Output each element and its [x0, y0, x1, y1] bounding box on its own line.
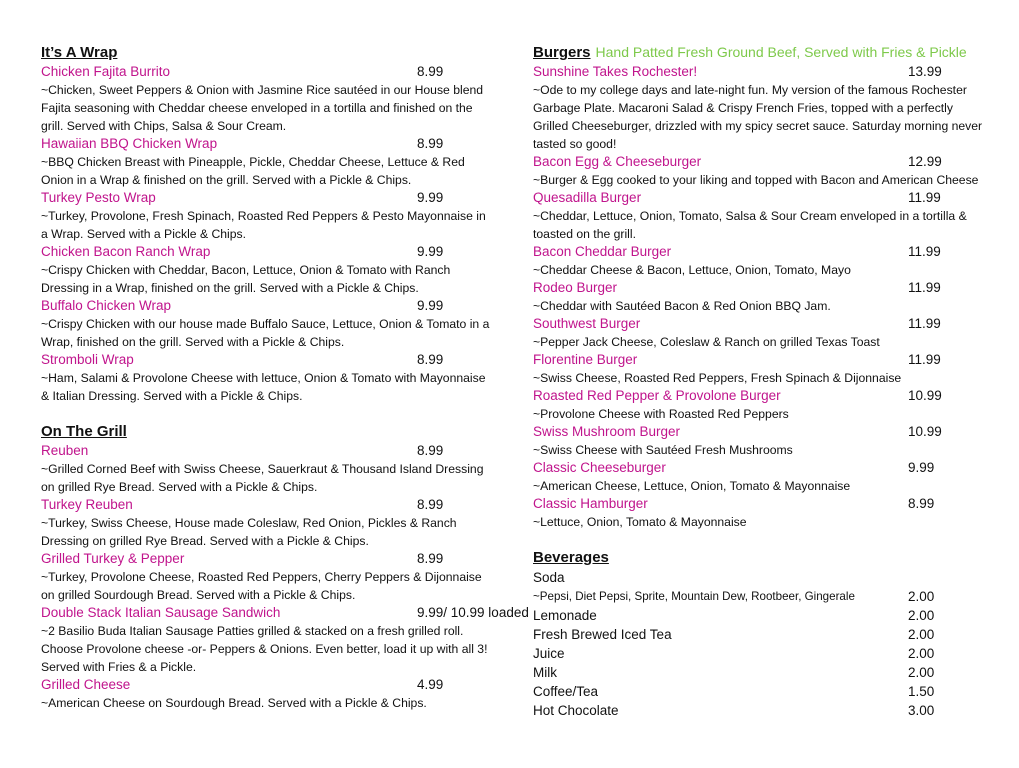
item-price: 2.00 [908, 589, 935, 604]
menu-item [533, 387, 983, 423]
item-name: Coffee/Tea [533, 684, 599, 699]
item-name: Grilled Turkey & Pepper [41, 551, 185, 566]
menu-item [533, 459, 983, 495]
menu-item-row [533, 315, 983, 333]
menu-item [533, 315, 983, 351]
item-price: 8.99 [417, 64, 444, 79]
item-description: ~Chicken, Sweet Peppers & Onion with Jasmine Rice sautéed in our House blend Fajita seasoning with Cheddar cheese enveloped in a tortilla and finished on the grill. Served with Chips, Salsa & Sour Cream. [41, 83, 484, 133]
wraps-section [41, 44, 491, 405]
item-price: 8.99 [417, 443, 444, 458]
item-price: 8.99 [908, 496, 935, 511]
item-description: ~Crispy Chicken with Cheddar, Bacon, Lettuce, Onion & Tomato with Ranch Dressing in a Wrap, finished on the grill. Served with a Pickle & Chips. [41, 263, 451, 295]
menu-item-row [41, 442, 491, 460]
menu-item-row [41, 550, 491, 568]
beverages-section [533, 549, 983, 720]
item-name: Soda [533, 570, 565, 585]
item-price: 9.99/ 10.99 loaded [417, 605, 529, 620]
item-name: Milk [533, 665, 557, 680]
menu-item [41, 297, 491, 351]
section-title: On The Grill [41, 423, 127, 440]
grill-section [41, 423, 529, 712]
item-name: Sunshine Takes Rochester! [533, 64, 698, 79]
menu-item [41, 189, 491, 243]
item-price: 13.99 [908, 64, 942, 79]
menu-item-row [533, 459, 983, 477]
section-subtitle: Hand Patted Fresh Ground Beef, Served with Fries & Pickle [595, 44, 967, 60]
menu-item [533, 351, 983, 387]
item-price: 4.99 [417, 677, 444, 692]
item-name: Grilled Cheese [41, 677, 131, 692]
menu-item [41, 442, 491, 496]
wraps-list [41, 63, 491, 405]
menu-item-row [533, 351, 983, 369]
item-description: ~Grilled Corned Beef with Swiss Cheese, Sauerkraut & Thousand Island Dressing on grilled Rye Bread. Served with a Pickle & Chips. [41, 462, 484, 494]
menu-item-row [533, 279, 983, 297]
item-description: ~2 Basilio Buda Italian Sausage Patties grilled & stacked on a fresh grilled roll. Choose Provolone cheese -or- Peppers & Onions. Even better, load it up with all 3! Served with Fries & a Pickle. [41, 624, 488, 674]
item-price: 2.00 [908, 627, 935, 642]
right-column [533, 44, 983, 738]
beverages-header [533, 549, 983, 568]
menu-item [41, 550, 491, 604]
item-name: Double Stack Italian Sausage Sandwich [41, 605, 281, 620]
burgers-section [533, 44, 983, 531]
item-description: ~Turkey, Provolone Cheese, Roasted Red Peppers, Cherry Peppers & Dijonnaise on grilled Sourdough Bread. Served with a Pickle & Chips. [41, 570, 482, 602]
menu-item-row [533, 189, 983, 207]
menu-item [533, 243, 983, 279]
menu-item-row [41, 496, 491, 514]
item-price: 2.00 [908, 665, 935, 680]
item-description: ~Ode to my college days and late-night fun. My version of the famous Rochester Garbage Plate. Macaroni Salad & Crispy French Fries, topped with a perfectly Grilled Cheeseburger, drizzled with my spicy secret sauce. Saturday morning never tasted so good! [533, 83, 983, 151]
item-price: 3.00 [908, 703, 935, 718]
item-description: ~Pepper Jack Cheese, Coleslaw & Ranch on grilled Texas Toast [533, 335, 880, 349]
item-name: Reuben [41, 443, 89, 458]
section-title: It’s A Wrap [41, 44, 118, 61]
item-name: Classic Cheeseburger [533, 460, 666, 475]
menu-item [41, 496, 491, 550]
item-price: 2.00 [908, 608, 935, 623]
item-name: Southwest Burger [533, 316, 641, 331]
menu-item-row [533, 387, 983, 405]
wraps-header [41, 44, 491, 63]
section-title: Beverages [533, 549, 609, 566]
item-price: 8.99 [417, 551, 444, 566]
item-name: Stromboli Wrap [41, 352, 134, 367]
soda-desc-row [533, 587, 983, 606]
item-name: Lemonade [533, 608, 597, 623]
menu-item-row [533, 63, 983, 81]
grill-list [41, 442, 529, 712]
menu-item [533, 63, 983, 153]
item-name: Quesadilla Burger [533, 190, 642, 205]
item-price: 11.99 [908, 244, 941, 259]
item-price: 9.99 [417, 244, 444, 259]
item-name: Juice [533, 646, 565, 661]
burgers-list [533, 63, 983, 531]
beverage-row [533, 625, 983, 644]
item-description: ~Ham, Salami & Provolone Cheese with lettuce, Onion & Tomato with Mayonnaise & Italian Dressing. Served with a Pickle & Chips. [41, 371, 486, 403]
item-name: Bacon Cheddar Burger [533, 244, 672, 259]
item-description: ~American Cheese on Sourdough Bread. Served with a Pickle & Chips. [41, 696, 427, 710]
item-name: Rodeo Burger [533, 280, 618, 295]
item-name: Swiss Mushroom Burger [533, 424, 681, 439]
item-price: 8.99 [417, 497, 444, 512]
item-description: ~American Cheese, Lettuce, Onion, Tomato & Mayonnaise [533, 479, 851, 493]
menu-item-row [41, 297, 491, 315]
item-price: 11.99 [908, 190, 941, 205]
item-name: Buffalo Chicken Wrap [41, 298, 172, 313]
item-name: Chicken Fajita Burrito [41, 64, 171, 79]
menu-item-row [41, 676, 491, 694]
menu-item-row [533, 243, 983, 261]
beverage-row [533, 682, 983, 701]
beverage-row [533, 701, 983, 720]
item-description: ~Cheddar Cheese & Bacon, Lettuce, Onion, Tomato, Mayo [533, 263, 851, 277]
menu-item-row [41, 135, 491, 153]
item-name: Bacon Egg & Cheeseburger [533, 154, 702, 169]
item-name: Hot Chocolate [533, 703, 619, 718]
item-description: ~Lettuce, Onion, Tomato & Mayonnaise [533, 515, 747, 529]
menu-item [41, 604, 529, 676]
menu-item [41, 351, 491, 405]
item-price: 8.99 [417, 136, 444, 151]
menu-item-row [533, 495, 983, 513]
item-name: Hawaiian BBQ Chicken Wrap [41, 136, 218, 151]
item-description: ~Cheddar, Lettuce, Onion, Tomato, Salsa & Sour Cream enveloped in a tortilla & toasted on the grill. [533, 209, 967, 241]
item-description: ~Crispy Chicken with our house made Buffalo Sauce, Lettuce, Onion & Tomato in a Wrap, finished on the grill. Served with a Pickle & Chips. [41, 317, 490, 349]
item-description: ~Burger & Egg cooked to your liking and topped with Bacon and American Cheese [533, 173, 979, 187]
menu-item-row [41, 243, 491, 261]
menu-item [533, 153, 983, 189]
item-name: Turkey Pesto Wrap [41, 190, 156, 205]
item-name: Florentine Burger [533, 352, 638, 367]
beverage-row [533, 663, 983, 682]
item-description: ~Swiss Cheese with Sautéed Fresh Mushrooms [533, 443, 793, 457]
beverages-list [533, 606, 983, 720]
menu-item [533, 189, 983, 243]
menu-item-row [41, 351, 491, 369]
menu-item-row [533, 153, 983, 171]
item-description: ~Pepsi, Diet Pepsi, Sprite, Mountain Dew, Rootbeer, Gingerale [533, 590, 855, 603]
item-description: ~BBQ Chicken Breast with Pineapple, Pickle, Cheddar Cheese, Lettuce & Red Onion in a Wrap & finished on the grill. Served with a Pickle & Chips. [41, 155, 465, 187]
left-column [41, 44, 529, 730]
menu-item [41, 63, 491, 135]
item-price: 10.99 [908, 424, 942, 439]
menu-item-row [41, 189, 491, 207]
menu-item [533, 423, 983, 459]
item-price: 10.99 [908, 388, 942, 403]
menu-item [533, 495, 983, 531]
section-title: Burgers [533, 44, 591, 61]
item-price: 8.99 [417, 352, 444, 367]
item-name: Fresh Brewed Iced Tea [533, 627, 672, 642]
item-price: 11.99 [908, 316, 941, 331]
menu-item-row [533, 423, 983, 441]
item-price: 1.50 [908, 684, 935, 699]
grill-header [41, 423, 491, 442]
item-price: 9.99 [908, 460, 935, 475]
item-name: Roasted Red Pepper & Provolone Burger [533, 388, 781, 403]
item-price: 2.00 [908, 646, 935, 661]
item-price: 11.99 [908, 280, 941, 295]
menu-item-row [41, 604, 529, 622]
item-price: 9.99 [417, 298, 444, 313]
item-description: ~Turkey, Swiss Cheese, House made Coleslaw, Red Onion, Pickles & Ranch Dressing on grilled Rye Bread. Served with a Pickle & Chips. [41, 516, 457, 548]
menu-item [533, 279, 983, 315]
beverage-row [533, 644, 983, 663]
menu-item [41, 135, 491, 189]
burgers-header [533, 44, 983, 63]
soda-row [533, 568, 983, 587]
menu-item [41, 243, 491, 297]
item-description: ~Swiss Cheese, Roasted Red Peppers, Fresh Spinach & Dijonnaise [533, 371, 902, 385]
beverage-row [533, 606, 983, 625]
item-price: 12.99 [908, 154, 942, 169]
menu-item-row [41, 63, 491, 81]
item-description: ~Provolone Cheese with Roasted Red Peppers [533, 407, 789, 421]
item-name: Chicken Bacon Ranch Wrap [41, 244, 211, 259]
item-description: ~Cheddar with Sautéed Bacon & Red Onion BBQ Jam. [533, 299, 831, 313]
item-price: 9.99 [417, 190, 444, 205]
item-description: ~Turkey, Provolone, Fresh Spinach, Roasted Red Peppers & Pesto Mayonnaise in a Wrap. Served with a Pickle & Chips. [41, 209, 486, 241]
item-price: 11.99 [908, 352, 941, 367]
item-name: Turkey Reuben [41, 497, 133, 512]
menu-item [41, 676, 491, 712]
item-name: Classic Hamburger [533, 496, 648, 511]
